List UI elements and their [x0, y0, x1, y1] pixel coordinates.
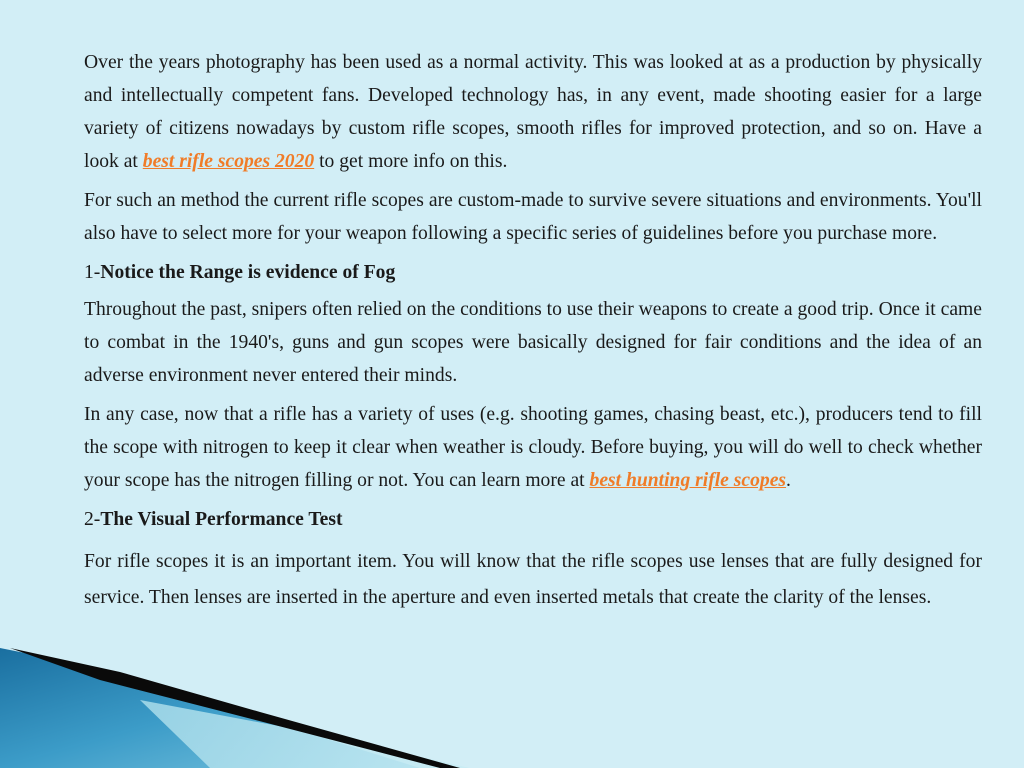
- link-best-rifle-scopes-2020[interactable]: best rifle scopes 2020: [142, 151, 315, 172]
- paragraph-lenses: For rifle scopes it is an important item. You will know that the rifle scopes use lenses that are fully designed for service. Then lenses are inserted in the aperture and even inserted metals that create the clarity of the lenses.: [84, 551, 982, 608]
- link-best-hunting-rifle-scopes[interactable]: best hunting rifle scopes: [589, 470, 787, 491]
- section-heading-2: [84, 503, 982, 536]
- paragraph-intro-tail: to get more info on this.: [314, 151, 508, 172]
- paragraph-intro: [84, 46, 982, 178]
- corner-wave-dark: [10, 648, 460, 768]
- corner-wave-blue: [0, 648, 420, 768]
- paragraph-snipers: Throughout the past, snipers often relied on the conditions to use their weapons to create a good trip. Once it came to combat in the 1940's, guns and gun scopes were basically designed for fair conditions and the idea of an adverse environment never entered their minds.: [84, 299, 982, 386]
- article-body: [84, 46, 982, 622]
- paragraph-intro-text: Over the years photography has been used as a normal activity. This was looked at as a production by physically and intellectually competent fans. Developed technology has, in any event, made shooting easier for a large variety of citizens nowadays by custom rifle scopes, smooth rifles for improved protection, and so on. Have a look at: [84, 52, 982, 172]
- section-heading-1-number: 1-: [84, 262, 101, 283]
- section-heading-2-number: 2-: [84, 509, 101, 530]
- paragraph-nitrogen-tail: .: [786, 470, 791, 491]
- corner-wave-light: [140, 700, 470, 768]
- section-heading-1-title: Notice the Range is evidence of Fog: [100, 262, 396, 283]
- paragraph-nitrogen: [84, 398, 982, 497]
- paragraph-method: For such an method the current rifle scopes are custom-made to survive severe situations and environments. You'll also have to select more for your weapon following a specific series of guidelines before you purchase more.: [84, 190, 982, 244]
- section-heading-1: [84, 256, 982, 289]
- section-heading-2-title: The Visual Performance Test: [100, 509, 343, 530]
- paragraph-nitrogen-text: In any case, now that a rifle has a variety of uses (e.g. shooting games, chasing beast, etc.), producers tend to fill the scope with nitrogen to keep it clear when weather is cloudy. Before buying, you will do well to check whether your scope has the nitrogen filling or not. You can learn more at: [84, 404, 982, 491]
